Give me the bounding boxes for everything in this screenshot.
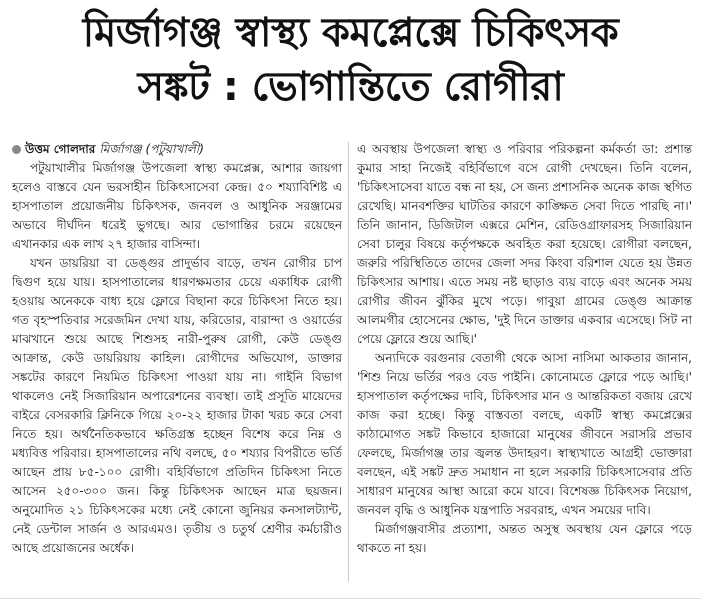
left-paragraph-1: পটুয়াখালীর মির্জাগঞ্জ উপজেলা স্বাস্থ্য কমপ্লেক্স, আশার জায়গা হলেও বাস্তবে যেন ভরসাহীন চিকিৎসাসেবা কেন্দ্র। ৫০ শয্যাবিশিষ্ট এ হাসপাতাল প্রয়োজনীয় চিকিৎসক, জনবল ও আধুনিক সরঞ্জামের অভাবে দীর্ঘদিন ধরেই ভুগছে। আর ভোগান্তির চরমে রয়েছেন এখানকার এক লাখ ২৭ হাজার বাসিন্দা। — [12, 161, 342, 251]
left-paragraph-2: যখন ডায়রিয়া বা ডেঙ্গুর প্রাদুর্ভাব বাড়ে, তখন রোগীর চাপ দ্বিগুণ হয়ে যায়। হাসপাতালের ধারণক্ষমতার চেয়ে একাধিক রোগী হওয়ায় অনেককে বাধ্য হয়ে ফ্লোরে বিছানা করে চিকিৎসা নিতে হয়। গত বৃহস্পতিবার সরেজমিন দেখা যায়, করিডোর, বারান্দা ও ওয়ার্ডের মাঝখানে শুয়ে আছে শিশুসহ নারী-পুরুষ রোগী, কেউ ডেঙ্গু আক্রান্ত, কেউ ডায়রিয়ায় কাহিল। রোগীদের অভিযোগ, ডাক্তার সঙ্কটের কারণে নিয়মিত চিকিৎসা পাওয়া যায় না। গাইনি বিভাগ থাকলেও নেই সিজারিয়ান অপারেশনের ব্যবস্থা। তাই প্রসূতি মায়েদের বাইরে বেসরকারি ক্লিনিকে গিয়ে ২০-২২ হাজার টাকা খরচ করে সেবা নিতে হয়। অর্থনৈতিকভাবে ক্ষতিগ্রস্ত হচ্ছেন বিশেষ করে নিম্ন ও মধ্যবিত্ত পরিবার। হাসপাতালের নথি বলছে, ৫০ শয্যার বিপরীতে ভর্তি আছেন প্রায় ৮৫-১০০ রোগী। বহির্বিভাগে প্রতিদিন চিকিৎসা নিতে আসেন ২৫০-৩০০ জন। কিন্তু চিকিৎসক আছেন মাত্র ছয়জন। অনুমোদিত ২১ চিকিৎসকের মধ্যে নেই কোনো জুনিয়র কনসালট্যান্ট, নেই ডেন্টাল সার্জন ও আরএমও। তৃতীয় ও চতুর্থ শ্রেণীর কর্মচারীও আছে প্রয়োজনের অর্ধেক। — [12, 256, 342, 555]
bullet-icon — [12, 145, 21, 154]
column-divider — [348, 142, 349, 582]
byline-place: মির্জাগঞ্জ (পটুয়াখালী) — [99, 142, 204, 156]
bottom-rule — [0, 598, 701, 599]
byline — [12, 140, 342, 159]
headline-line-1: মির্জাগঞ্জ স্বাস্থ্য কমপ্লেক্সে চিকিৎসক — [82, 10, 619, 56]
byline-author: উত্তম গোলদার — [25, 142, 96, 156]
right-paragraph-2: অন্যদিকে বরগুনার বেতাগী থেকে আসা নাসিমা আকতার জানান, 'শিশু নিয়ে ভর্তির পরও বেড পাইনি। কোনোমতে ফ্লোরে পড়ে আছি।' হাসপাতাল কর্তৃপক্ষের দাবি, চিকিৎসার মান ও আন্তরিকতা বজায় রেখে কাজ করা হচ্ছে। কিন্তু বাস্তবতা বলছে, একটি স্বাস্থ্য কমপ্লেক্সের কাঠামোগত সঙ্কট কিভাবে হাজারো মানুষের জীবনে সরাসরি প্রভাব ফেলছে, মির্জাগঞ্জ তার জ্বলন্ত উদাহরণ। স্বাস্থ্যখাতে আগ্রহী ভোক্তারা বলছেন, এই সঙ্কট দ্রুত সমাধান না হলে সরকারি চিকিৎসাসেবার প্রতি সাধারণ মানুষের আস্থা আরো কমে যাবে। বিশেষজ্ঞ চিকিৎসক নিয়োগ, জনবল বৃদ্ধি ও আধুনিক যন্ত্রপাতি সরবরাহ, এখন সময়ের দাবি। — [357, 351, 692, 517]
right-paragraph-1: এ অবস্থায় উপজেলা স্বাস্থ্য ও পরিবার পরিকল্পনা কর্মকর্তা ডা: প্রশান্ত কুমার সাহা নিজেই বহির্বিভাগে বসে রোগী দেখছেন। তিনি বলেন, 'চিকিৎসাসেবা যাতে বন্ধ না হয়, সে জন্য প্রশাসনিক অনেক কাজ স্থগিত রেখেছি। মানবশক্তির ঘাটতির কারণে কাঙ্ক্ষিত সেবা দিতে পারছি না।' তিনি জানান, ডিজিটাল এক্সরে মেশিন, রেডিওগ্রাফারসহ সিজারিয়ান সেবা চালুর বিষয়ে কর্তৃপক্ষকে অবহিত করা হয়েছে। রোগীরা বলছেন, জরুরি পরিস্থিতিতে তাদের জেলা সদর কিংবা বরিশাল যেতে হয় উন্নত চিকিৎসার আশায়। এতে সময় নষ্ট ছাড়াও ব্যয় বাড়ে এবং অনেক সময় রোগীর জীবন ঝুঁকির মুখে পড়ে। গাবুয়া গ্রামের ডেঙ্গু আক্রান্ত আলমগীর হোসেনের ক্ষোভ, 'দুই দিনে ডাক্তার একবার এসেছে। সিট না পেয়ে ফ্লোরে শুয়ে আছি।' — [357, 142, 692, 346]
left-column — [12, 140, 342, 558]
right-column — [357, 140, 692, 558]
headline — [10, 6, 691, 114]
right-paragraph-3: মির্জাগঞ্জবাসীর প্রত্যাশা, অন্তত অসুস্থ অবস্থায় যেন ফ্লোরে পড়ে থাকতে না হয়। — [357, 522, 692, 555]
headline-line-2: সঙ্কট : ভোগান্তিতে রোগীরা — [137, 64, 564, 110]
